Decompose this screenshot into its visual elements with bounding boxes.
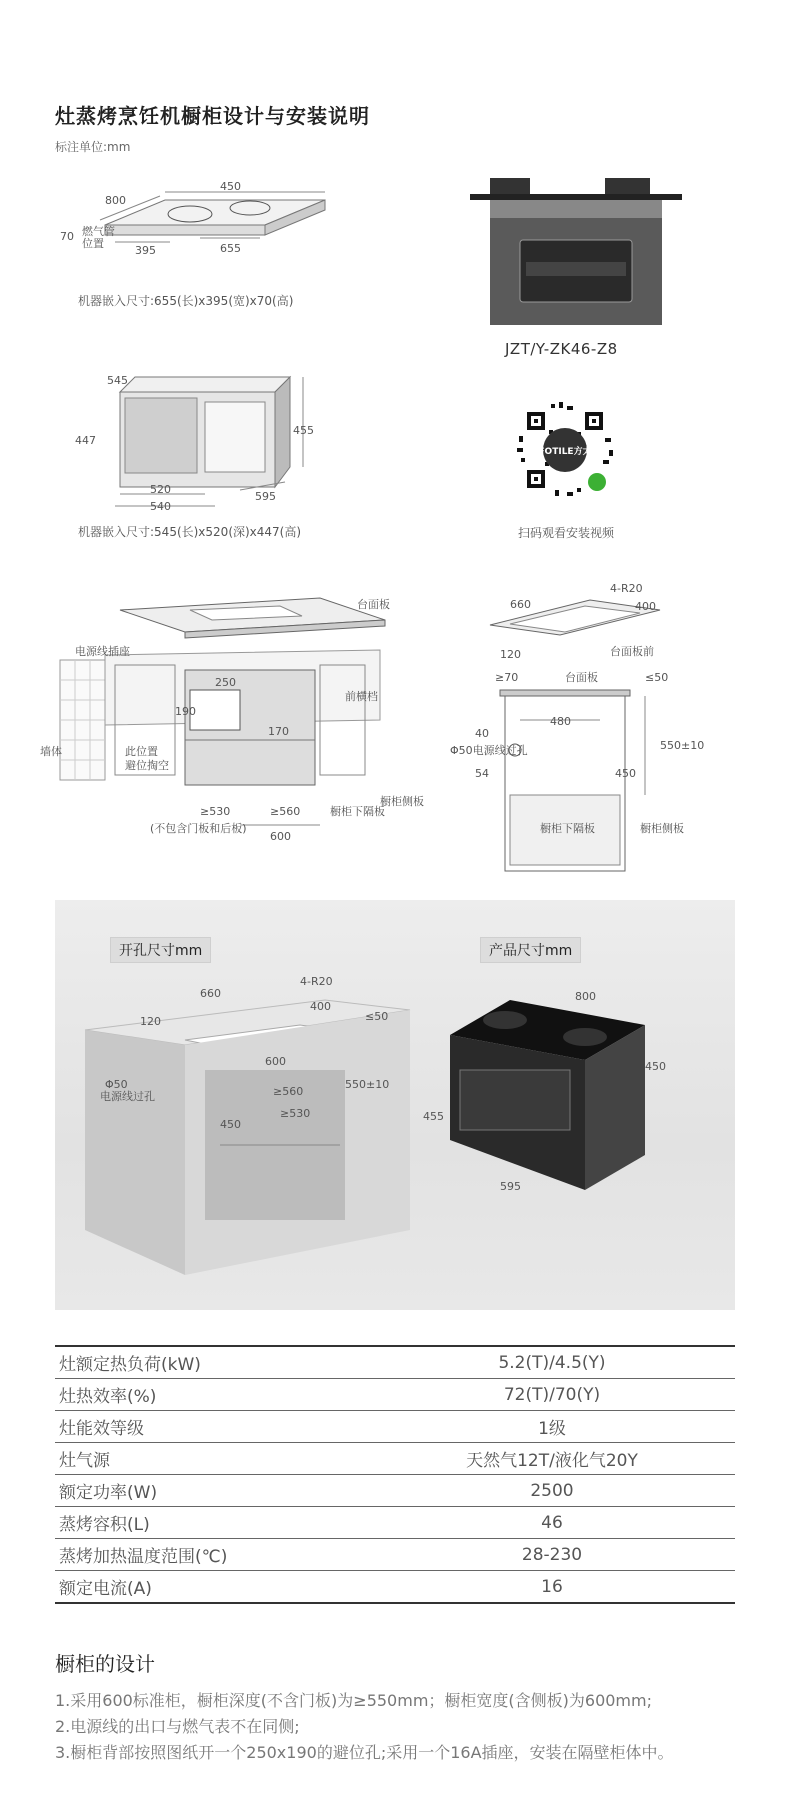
oven-drawing xyxy=(75,372,315,512)
spec-name: 额定电流(A) xyxy=(59,1579,152,1599)
photo-p800: 800 xyxy=(575,990,596,1003)
spec-value: 5.2(T)/4.5(Y) xyxy=(498,1352,606,1373)
photo-dim-50: ≤50 xyxy=(365,1010,389,1023)
cabinet-install-diagram xyxy=(40,580,470,880)
spec-name: 灶热效率(%) xyxy=(59,1387,157,1407)
oven-caption: 机器嵌入尺寸:545(长)x520(深)x447(高) xyxy=(78,525,302,539)
photo-phi50-label: 电源线过孔 xyxy=(100,1090,155,1103)
cabinet-note-2: 2.电源线的出口与燃气表不在同侧; xyxy=(55,1717,300,1736)
spec-row xyxy=(55,1475,735,1507)
photo-dim-600: 600 xyxy=(265,1055,286,1068)
photo-render xyxy=(55,900,735,1310)
spec-name: 灶气源 xyxy=(59,1451,110,1471)
tag-product-size: 产品尺寸mm xyxy=(480,937,581,963)
label-front-panel: 前横档 xyxy=(345,690,378,703)
photo-dim-660: 660 xyxy=(200,987,221,1000)
dim-190: 190 xyxy=(175,705,196,718)
dim-450: 450 xyxy=(615,767,636,780)
spec-value: 28-230 xyxy=(521,1544,583,1565)
cooktop-caption: 机器嵌入尺寸:655(长)x395(宽)x70(高) xyxy=(78,294,294,308)
spec-row xyxy=(55,1443,735,1475)
photo-dim-r20: 4-R20 xyxy=(300,975,333,988)
cabinet-note-1: 1.采用600标准柜，橱柜深度(不含门板)为≥550mm；橱柜宽度(含侧板)为600mm; xyxy=(55,1691,652,1710)
label-lower-shelf-2: 橱柜下隔板 xyxy=(540,822,595,835)
spec-value: 16 xyxy=(541,1576,563,1597)
spec-name: 蒸烤容积(L) xyxy=(59,1515,150,1535)
photo-dim-450: 450 xyxy=(220,1118,241,1131)
gas-label-2: 位置 xyxy=(82,237,104,250)
dim-447: 447 xyxy=(75,434,96,447)
dim-400: 400 xyxy=(635,600,656,613)
label-power-socket: 电源线插座 xyxy=(75,645,130,658)
photo-p450: 450 xyxy=(645,1060,666,1073)
cabinet-note-3: 3.橱柜背部按照图纸开一个250x190的避位孔;采用一个16A插座，安装在隔壁柜体中。 xyxy=(55,1743,674,1762)
dim-595: 595 xyxy=(255,490,276,503)
label-avoid-2: 避位掏空 xyxy=(125,759,169,772)
spec-value: 72(T)/70(Y) xyxy=(503,1384,601,1405)
spec-row xyxy=(55,1379,735,1411)
dim-170: 170 xyxy=(268,725,289,738)
product-photo xyxy=(470,172,685,332)
label-note: (不包含门板和后板) xyxy=(150,822,247,835)
spec-row xyxy=(55,1571,735,1602)
spec-table xyxy=(55,1345,735,1604)
label-side-panel-2: 橱柜侧板 xyxy=(640,822,684,835)
photo-dim-120: 120 xyxy=(140,1015,161,1028)
qr-caption: 扫码观看安装视频 xyxy=(518,526,615,540)
photo-p595: 595 xyxy=(500,1180,521,1193)
label-avoid-1: 此位置 xyxy=(125,745,158,758)
spec-value: 1级 xyxy=(538,1419,566,1439)
spec-value: 46 xyxy=(541,1512,563,1533)
dim-54: 54 xyxy=(475,767,489,780)
spec-row xyxy=(55,1347,735,1379)
dim-r20: 4-R20 xyxy=(610,582,643,595)
spec-row xyxy=(55,1411,735,1443)
dim-455: 455 xyxy=(293,424,314,437)
photo-phi50: Φ50 xyxy=(105,1078,128,1091)
qr-code[interactable] xyxy=(505,390,625,510)
label-phi50: Φ50电源线过孔 xyxy=(450,744,528,757)
label-lower-shelf: 橱柜下隔板 xyxy=(330,805,385,818)
dim-550: 550±10 xyxy=(660,739,705,752)
dim-250: 250 xyxy=(215,676,236,689)
spec-row xyxy=(55,1539,735,1571)
label-countertop-2: 台面板 xyxy=(565,671,598,684)
dim-560: ≥560 xyxy=(270,805,301,818)
spec-value: 2500 xyxy=(530,1480,574,1501)
label-countertop-front: 台面板前 xyxy=(610,645,654,658)
label-countertop: 台面板 xyxy=(357,598,390,611)
dim-480: 480 xyxy=(550,715,571,728)
photo-dim-400: 400 xyxy=(310,1000,331,1013)
cabinet-section-diagram xyxy=(450,580,730,880)
label-wall: 墙体 xyxy=(40,745,62,758)
spec-name: 灶额定热负荷(kW) xyxy=(59,1355,201,1375)
spec-name: 灶能效等级 xyxy=(59,1419,144,1439)
dim-530: ≥530 xyxy=(200,805,231,818)
photo-panel xyxy=(55,900,735,1310)
model-number: JZT/Y-ZK46-Z8 xyxy=(505,340,618,358)
page-title: 灶蒸烤烹饪机橱柜设计与安装说明 xyxy=(55,104,370,128)
dim-70: 70 xyxy=(60,230,74,243)
photo-dim-550: 550±10 xyxy=(345,1078,390,1091)
photo-dim-560: ≥560 xyxy=(273,1085,304,1098)
spec-row xyxy=(55,1507,735,1539)
dim-660: 660 xyxy=(510,598,531,611)
spec-name: 额定功率(W) xyxy=(59,1483,158,1503)
dim-545: 545 xyxy=(107,374,128,387)
photo-dim-530: ≥530 xyxy=(280,1107,311,1120)
dim-40: 40 xyxy=(475,727,489,740)
qr-brand: FOTILE方太 xyxy=(538,447,592,457)
spec-value: 天然气12T/液化气20Y xyxy=(466,1451,638,1471)
cooktop-drawing xyxy=(60,180,330,285)
dim-540: 540 xyxy=(150,500,171,513)
cabinet-title: 橱柜的设计 xyxy=(55,1652,155,1676)
dim-50: ≤50 xyxy=(645,671,669,684)
photo-p455: 455 xyxy=(423,1110,444,1123)
label-side-panel: 橱柜侧板 xyxy=(380,795,424,808)
dim-70: ≥70 xyxy=(495,671,519,684)
dim-655: 655 xyxy=(220,242,241,255)
dim-120: 120 xyxy=(500,648,521,661)
dim-450: 450 xyxy=(220,180,241,193)
tag-cutout-size: 开孔尺寸mm xyxy=(110,937,211,963)
dim-520: 520 xyxy=(150,483,171,496)
gas-label-1: 燃气管 xyxy=(82,225,115,238)
dim-800: 800 xyxy=(105,194,126,207)
dim-395: 395 xyxy=(135,244,156,257)
spec-name: 蒸烤加热温度范围(℃) xyxy=(59,1547,228,1567)
unit-note: 标注单位:mm xyxy=(55,140,131,154)
dim-600: 600 xyxy=(270,830,291,843)
